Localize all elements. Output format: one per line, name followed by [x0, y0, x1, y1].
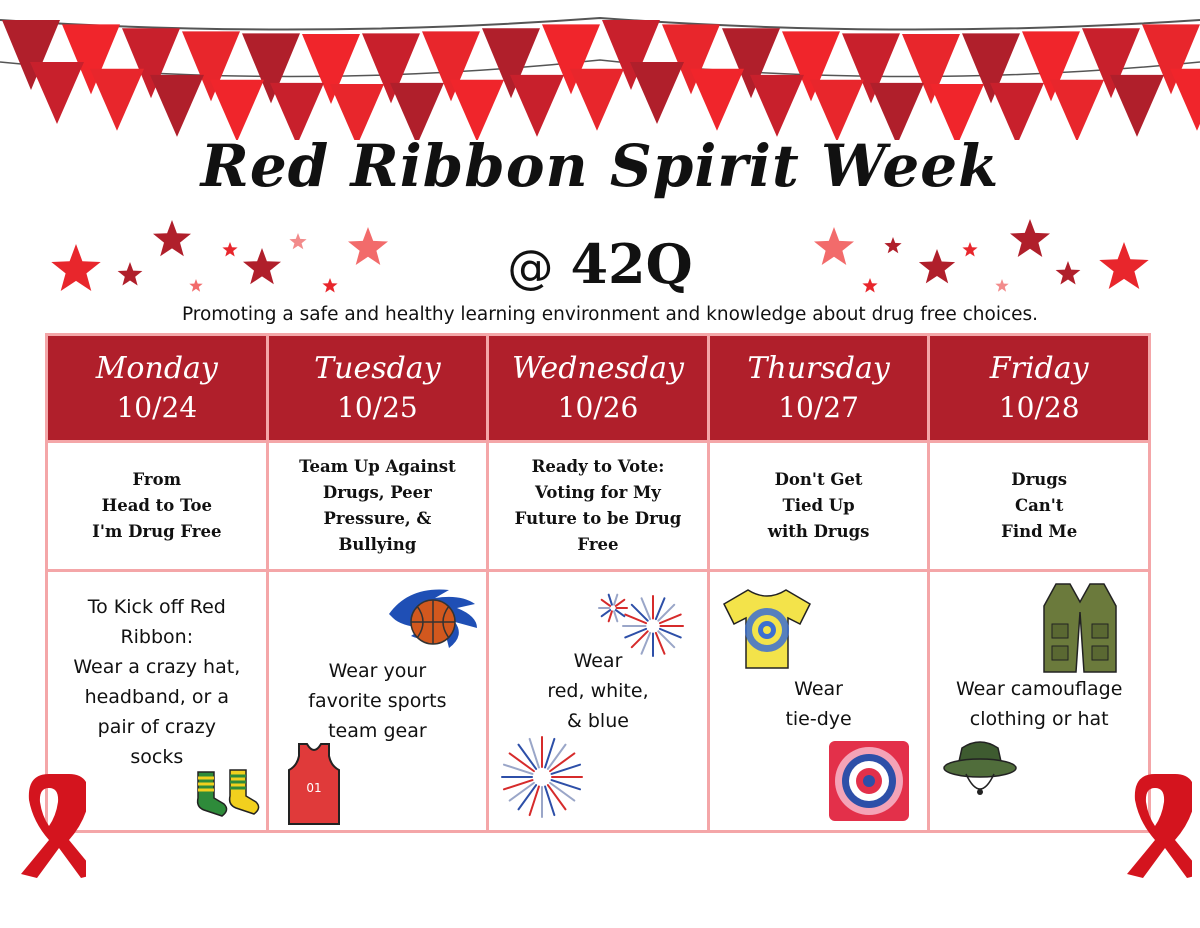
day-header-wednesday: [488, 335, 709, 442]
theme-cell-friday: [929, 442, 1150, 571]
tie-dye-shirt-icon: [722, 586, 812, 672]
socks-icon: [190, 768, 262, 820]
theme-text: From Head to Toe I'm Drug Free: [92, 470, 222, 541]
at-symbol: @: [507, 240, 554, 294]
day-header-friday: [929, 335, 1150, 442]
theme-text: Ready to Vote: Voting for My Future to be Drug Free: [514, 457, 682, 554]
activity-text: To Kick off Red Ribbon: Wear a crazy hat, headband, or a pair of crazy socks: [73, 596, 241, 768]
day-date: 10/27: [778, 391, 859, 424]
day-header-row: [47, 335, 1150, 442]
activity-text: Wear your favorite sports team gear: [308, 660, 447, 742]
activity-cell-tuesday: [267, 571, 488, 832]
basketball-icon: [387, 584, 479, 660]
activity-cell-friday: [929, 571, 1150, 832]
day-name: Tuesday: [314, 351, 441, 386]
theme-cell-tuesday: [267, 442, 488, 571]
day-name: Monday: [95, 351, 218, 386]
theme-text: Don't Get Tied Up with Drugs: [767, 470, 870, 541]
day-date: 10/26: [557, 391, 639, 424]
activity-cell-wednesday: [488, 571, 709, 832]
vest-icon: [1038, 580, 1122, 676]
day-name: Wednesday: [512, 351, 684, 386]
red-ribbon-icon: [1118, 768, 1192, 878]
day-header-monday: [47, 335, 268, 442]
activity-text: Wear tie-dye: [785, 678, 852, 730]
day-header-thursday: [708, 335, 929, 442]
activity-text: Wear camouflage clothing or hat: [955, 678, 1123, 730]
theme-cell-wednesday: [488, 442, 709, 571]
jersey-icon: [287, 742, 341, 828]
red-ribbon-icon: [12, 768, 86, 878]
theme-row: [47, 442, 1150, 571]
day-date: 10/24: [116, 391, 198, 424]
day-date: 10/25: [337, 391, 418, 424]
page-title: Red Ribbon Spirit Week: [200, 132, 1000, 200]
day-date: 10/28: [998, 391, 1080, 424]
tagline: Promoting a safe and healthy learning environment and knowledge about drug free choices.: [181, 304, 1039, 325]
location-heading: [0, 232, 1200, 296]
theme-cell-monday: [47, 442, 268, 571]
spirit-week-schedule: [45, 333, 1151, 833]
theme-cell-thursday: [708, 442, 929, 571]
theme-text: Team Up Against Drugs, Peer Pressure, & Bullying: [299, 457, 456, 554]
activity-text: Wear red, white, & blue: [547, 650, 649, 732]
fireworks-icon: [597, 586, 693, 658]
activity-cell-thursday: [708, 571, 929, 832]
day-name: Thursday: [747, 351, 890, 386]
fireworks-icon: [497, 732, 587, 822]
location-code: 42Q: [570, 232, 693, 296]
day-header-tuesday: [267, 335, 488, 442]
theme-text: Drugs Can't Find Me: [1001, 470, 1078, 541]
jersey-number: 01: [305, 781, 322, 795]
activity-row: [47, 571, 1150, 832]
bucket-hat-icon: [942, 740, 1018, 820]
tie-dye-pattern-icon: [828, 740, 910, 822]
day-name: Friday: [989, 351, 1089, 386]
